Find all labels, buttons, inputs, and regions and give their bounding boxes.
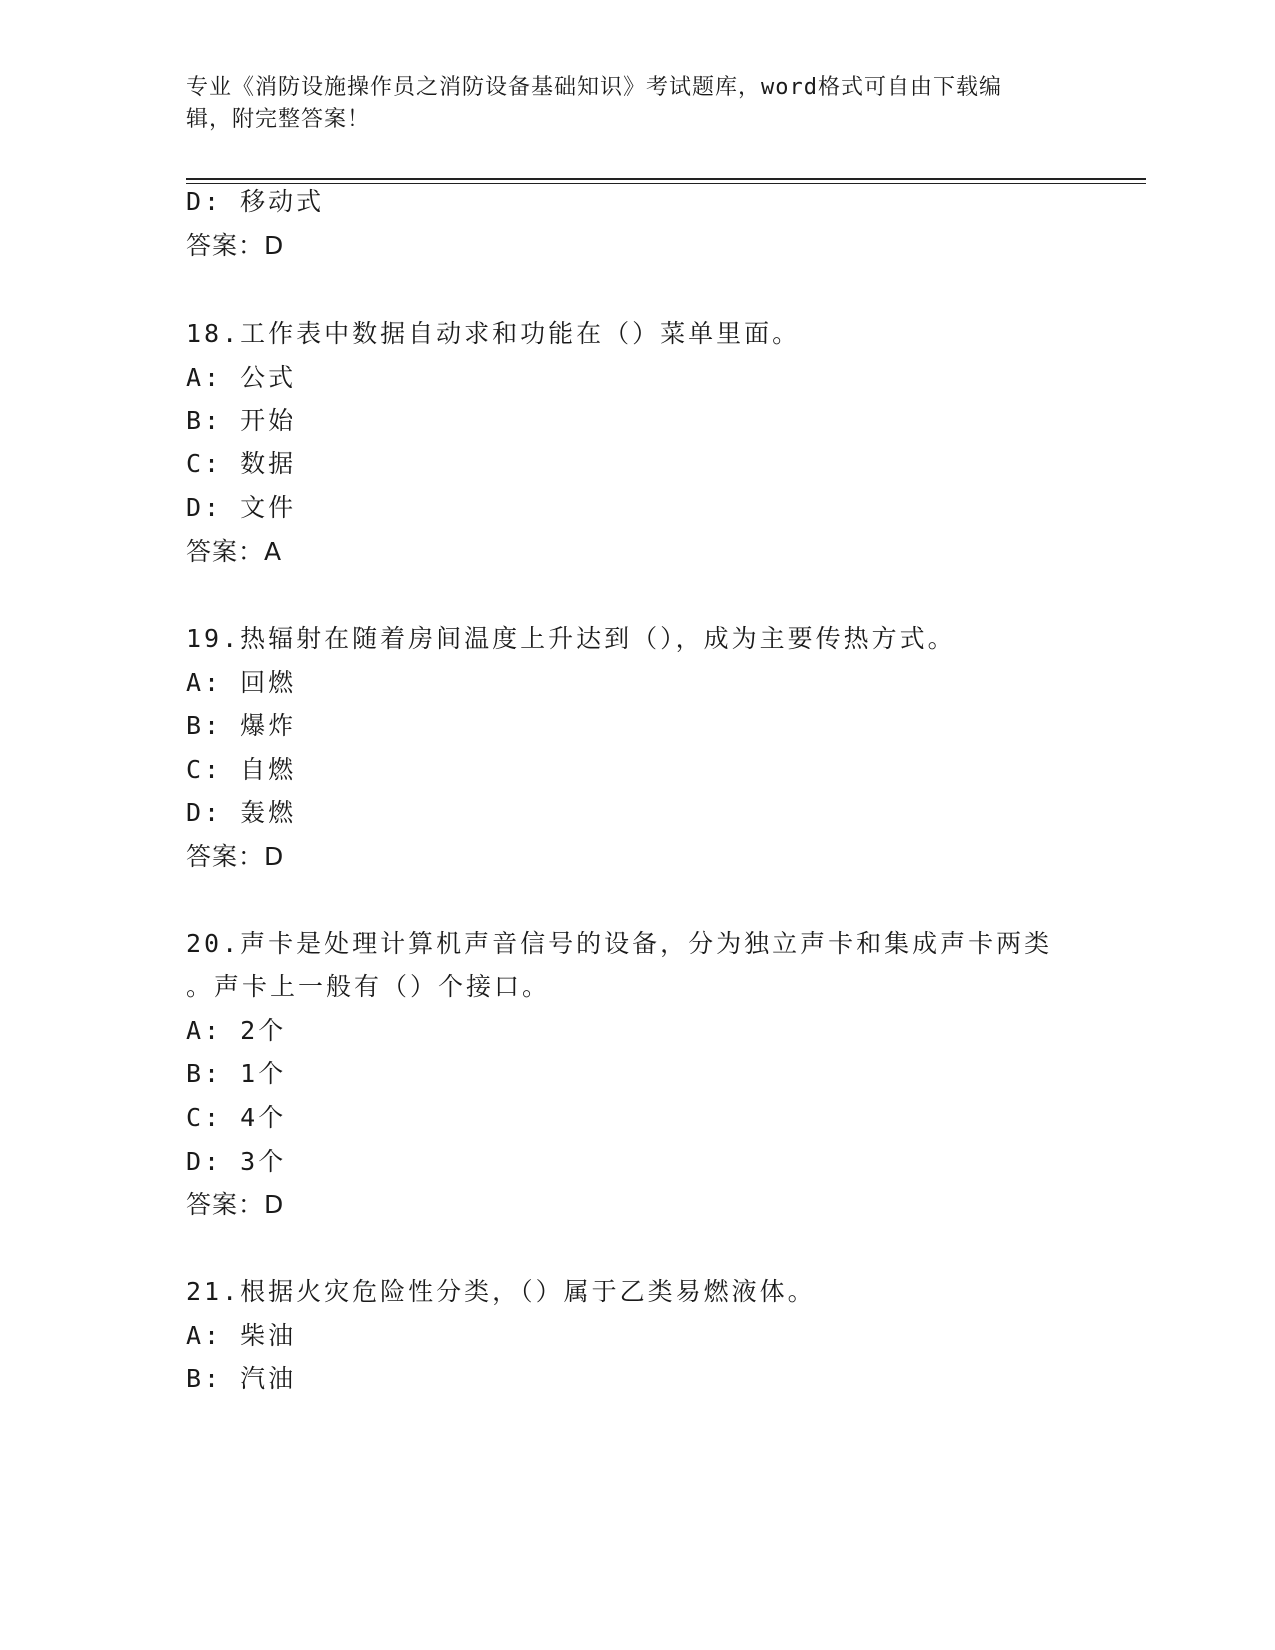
header-rule-thin <box>186 183 1146 184</box>
question-21-stem: 21.根据火灾危险性分类，（）属于乙类易燃液体。 <box>186 1277 816 1306</box>
question-19-answer: 答案：D <box>186 842 285 871</box>
question-20-option-b: B: 1个 <box>186 1059 287 1088</box>
question-20-answer: 答案：D <box>186 1190 285 1219</box>
question-18-stem: 18.工作表中数据自动求和功能在（）菜单里面。 <box>186 319 801 348</box>
question-18-option-d: D: 文件 <box>186 493 297 522</box>
header-rule-thick <box>186 178 1146 180</box>
header-line-2: 辑，附完整答案！ <box>186 107 371 132</box>
question-20-stem: 20.声卡是处理计算机声音信号的设备，分为独立声卡和集成声卡两类 <box>186 929 1053 958</box>
question-20-option-a: A: 2个 <box>186 1016 287 1045</box>
question-18-option-b: B: 开始 <box>186 406 297 435</box>
header-line-1: 专业《消防设施操作员之消防设备基础知识》考试题库，word格式可自由下载编 <box>186 75 1002 100</box>
question-19-option-a: A: 回燃 <box>186 668 297 697</box>
prev-answer: 答案：D <box>186 231 285 260</box>
question-19-option-c: C: 自燃 <box>186 755 297 784</box>
question-18-option-c: C: 数据 <box>186 449 297 478</box>
question-19-option-b: B: 爆炸 <box>186 711 297 740</box>
question-20-option-d: D: 3个 <box>186 1147 287 1176</box>
question-20-option-c: C: 4个 <box>186 1103 287 1132</box>
question-18-option-a: A: 公式 <box>186 363 297 392</box>
question-20-stem-continued: 。声卡上一般有（）个接口。 <box>186 972 551 1001</box>
prev-option-d: D: 移动式 <box>186 187 325 216</box>
document-header <box>186 72 1066 136</box>
question-18-answer: 答案：A <box>186 537 283 566</box>
question-21-option-b: B: 汽油 <box>186 1364 297 1393</box>
question-19-stem: 19.热辐射在随着房间温度上升达到（），成为主要传热方式。 <box>186 624 956 653</box>
question-19-option-d: D: 轰燃 <box>186 798 297 827</box>
question-21-option-a: A: 柴油 <box>186 1321 297 1350</box>
